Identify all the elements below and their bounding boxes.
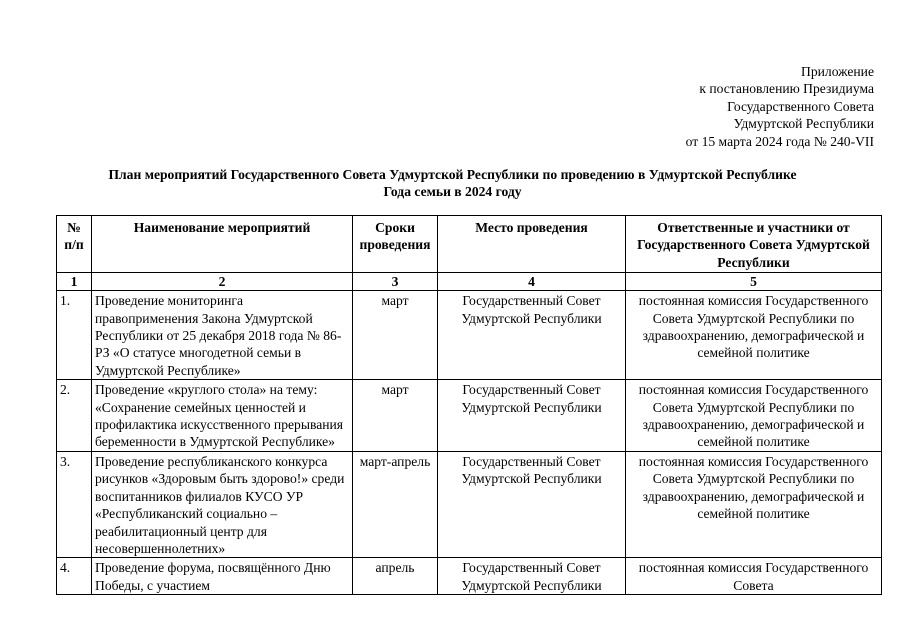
appendix-line: к постановлению Президиума	[699, 81, 874, 97]
event-responsible: постоянная комиссия Государственного Совета Удмуртской Республики по здравоохранению, демографической и семейной политике	[626, 380, 882, 452]
column-number-row	[57, 273, 882, 291]
table-row	[57, 291, 882, 380]
event-date: март	[353, 380, 438, 452]
appendix-block	[686, 63, 874, 150]
column-number: 4	[438, 273, 626, 291]
table-row	[57, 380, 882, 452]
header-place: Место проведения	[438, 216, 626, 273]
table-row	[57, 558, 882, 595]
header-date: Сроки проведения	[353, 216, 438, 273]
row-number: 1.	[57, 291, 92, 380]
row-number: 3.	[57, 451, 92, 557]
event-place: Государственный Совет Удмуртской Республики	[438, 380, 626, 452]
appendix-line: Удмуртской Республики	[733, 116, 874, 132]
event-place: Государственный Совет Удмуртской Республики	[438, 291, 626, 380]
event-name: Проведение республиканского конкурса рисунков «Здоровым быть здорово!» среди воспитанников филиалов КУСО УР «Республиканский социально – реабилитационный центр для несовершеннолетних»	[92, 451, 353, 557]
row-number: 4.	[57, 558, 92, 595]
document-title-line-2: Года семьи в 2024 году	[383, 184, 522, 200]
appendix-line: от 15 марта 2024 года № 240-VII	[685, 133, 874, 149]
document-title-line-1: План мероприятий Государственного Совета Удмуртской Республики по проведению в Удмуртской Республике	[108, 167, 797, 182]
header-num: № п/п	[57, 216, 92, 273]
event-name: Проведение мониторинга правоприменения Закона Удмуртской Республики от 25 декабря 2018 года № 86-РЗ «О статусе многодетной семьи в Удмуртской Республике»	[92, 291, 353, 380]
event-date: март	[353, 291, 438, 380]
document-title	[0, 166, 905, 201]
row-number: 2.	[57, 380, 92, 452]
appendix-line: Государственного Совета	[727, 98, 874, 114]
table-row	[57, 451, 882, 557]
event-responsible: постоянная комиссия Государственного Совета Удмуртской Республики по здравоохранению, демографической и семейной политике	[626, 291, 882, 380]
event-place: Государственный Совет Удмуртской Республики	[438, 558, 626, 595]
column-number: 2	[92, 273, 353, 291]
event-name: Проведение «круглого стола» на тему: «Сохранение семейных ценностей и профилактика искусственного прерывания беременности в Удмуртской Республике»	[92, 380, 353, 452]
column-number: 5	[626, 273, 882, 291]
column-number: 1	[57, 273, 92, 291]
event-place: Государственный Совет Удмуртской Республики	[438, 451, 626, 557]
event-responsible: постоянная комиссия Государственного Совета	[626, 558, 882, 595]
event-name: Проведение форума, посвящённого Дню Победы, с участием	[92, 558, 353, 595]
table-header-row	[57, 216, 882, 273]
header-name: Наименование мероприятий	[92, 216, 353, 273]
header-responsible: Ответственные и участники от Государственного Совета Удмуртской Республики	[626, 216, 882, 273]
event-date: апрель	[353, 558, 438, 595]
event-date: март-апрель	[353, 451, 438, 557]
appendix-line: Приложение	[801, 64, 874, 79]
column-number: 3	[353, 273, 438, 291]
plan-table	[56, 215, 882, 595]
event-responsible: постоянная комиссия Государственного Совета Удмуртской Республики по здравоохранению, демографической и семейной политике	[626, 451, 882, 557]
